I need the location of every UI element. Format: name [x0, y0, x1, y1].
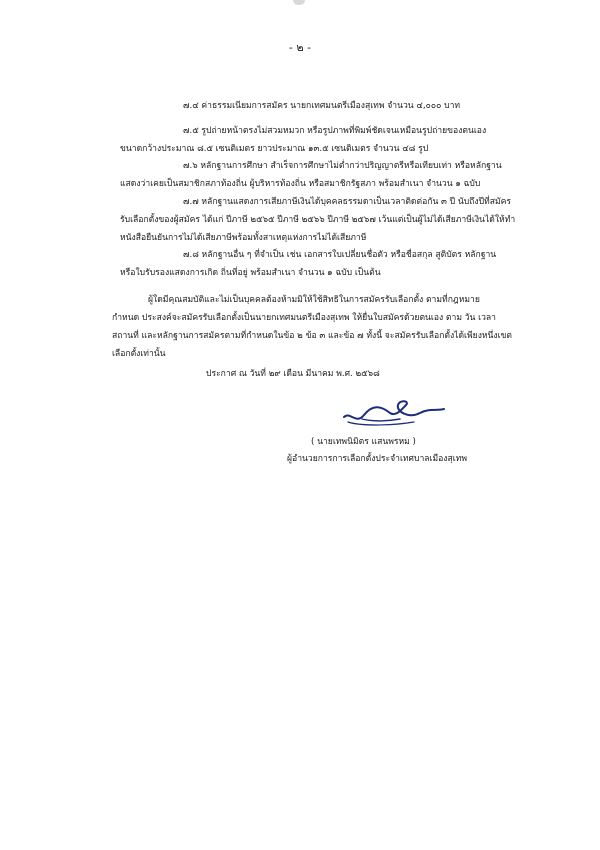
item-7-8-line-1: ๗.๘ หลักฐานอื่น ๆ ที่จำเป็น เช่น เอกสารใบเปลี่ยนชื่อตัว หรือชื่อสกุล สูติบัตร หลักฐาน — [183, 250, 497, 260]
paragraph-line-4: เลือกตั้งเท่านั้น — [112, 349, 166, 359]
signer-title: ผู้อำนวยการการเลือกตั้งประจำเทศบาลเมืองสุเทพ — [287, 454, 468, 464]
item-7-5-line-2: ขนาดกว้างประมาณ ๘.๕ เซนติเมตร ยาวประมาณ ๑๓.๕ เซนติเมตร จำนวน ๔๘ รูป — [120, 144, 429, 154]
item-7-7-line-3: หนังสือยืนยันการไม่ได้เสียภาษีพร้อมทั้งสาเหตุแห่งการไม่ได้เสียภาษี — [120, 233, 367, 243]
binding-hole-mark — [293, 0, 305, 5]
paragraph-line-3: สถานที่ และหลักฐานการสมัครตามที่กำหนดในข้อ ๒ ข้อ ๓ และข้อ ๗ ทั้งนี้ จะสมัครรับเลือกตั้งได้เพียงหนึ่งเขต — [112, 331, 513, 341]
page-number: - ๒ - — [288, 41, 312, 54]
paragraph-line-2: กำหนด ประสงค์จะสมัครรับเลือกตั้งเป็นนายกเทศมนตรีเมืองสุเทพ ให้ยื่นใบสมัครด้วยตนเอง ตาม วัน เวลา — [112, 313, 497, 323]
item-7-6-line-1: ๗.๖ หลักฐานการศึกษา สำเร็จการศึกษาไม่ต่ำกว่าปริญญาตรีหรือเทียบเท่า หรือหลักฐาน — [183, 161, 502, 171]
item-7-4: ๗.๔ ค่าธรรมเนียมการสมัคร นายกเทศมนตรีเมืองสุเทพ จำนวน ๔,๐๐๐ บาท — [183, 101, 461, 111]
signer-name: ( นายเทพนิมิตร แสนพรหม ) — [311, 437, 416, 447]
item-7-7-line-1: ๗.๗ หลักฐานแสดงการเสียภาษีเงินได้บุคคลธรรมดาเป็นเวลาติดต่อกัน ๓ ปี นับถึงปีที่สมัคร — [183, 197, 511, 207]
item-7-5-line-1: ๗.๕ รูปถ่ายหน้าตรงไม่สวมหมวก หรือรูปภาพที่พิมพ์ชัดเจนเหมือนรูปถ่ายของตนเอง — [183, 126, 487, 136]
item-7-8-line-2: หรือใบรับรองแสดงการเกิด ถิ่นที่อยู่ พร้อมสำเนา จำนวน ๑ ฉบับ เป็นต้น — [120, 268, 381, 278]
item-7-7-line-2: รับเลือกตั้งของผู้สมัคร ได้แก่ ปีภาษี ๒๕๖๕ ปีภาษี ๒๕๖๖ ปีภาษี ๒๕๖๗ เว้นแต่เป็นผู้ไม่ได้เสียภาษีเงินได้ให้ทำ — [120, 215, 516, 225]
announcement-date: ประกาศ ณ วันที่ ๒๙ เดือน มีนาคม พ.ศ. ๒๕๖๘ — [206, 369, 380, 379]
paragraph-line-1: ผู้ใดมีคุณสมบัติและไม่เป็นบุคคลต้องห้ามมิให้ใช้สิทธิในการสมัครรับเลือกตั้ง ตามที่กฎหมาย — [148, 295, 480, 305]
handwritten-signature — [340, 395, 450, 429]
item-7-6-line-2: แสดงว่าเคยเป็นสมาชิกสภาท้องถิ่น ผู้บริหารท้องถิ่น หรือสมาชิกรัฐสภา พร้อมสำเนา จำนวน ๑ ฉบับ — [120, 179, 481, 189]
